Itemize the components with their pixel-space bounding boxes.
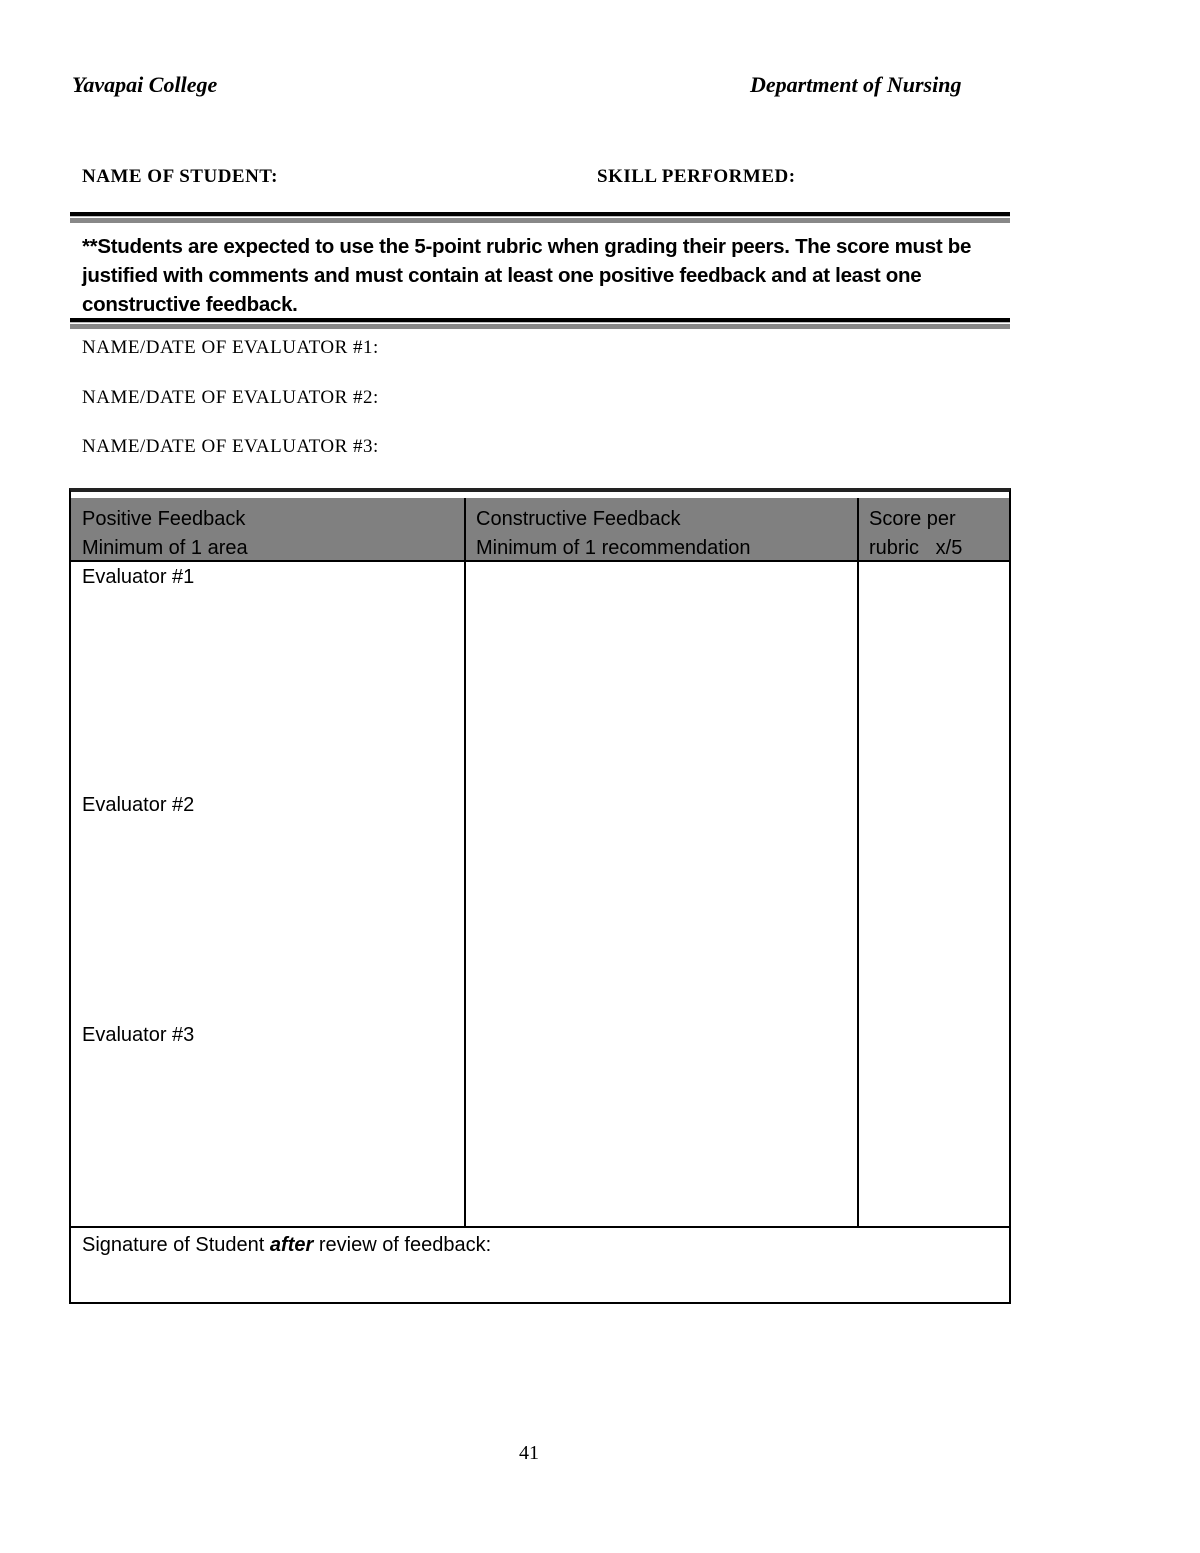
signature-divider bbox=[71, 1226, 1009, 1228]
positive-feedback-title: Positive Feedback bbox=[82, 508, 246, 530]
evaluator2-cell-label: Evaluator #2 bbox=[82, 794, 195, 816]
student-signature-field bbox=[82, 1234, 491, 1257]
page-number: 41 bbox=[519, 1442, 539, 1464]
skill-performed-label-text: SKILL PERFORMED: bbox=[597, 166, 796, 187]
top-divider bbox=[70, 212, 1010, 223]
evaluator3-name-date-label: NAME/DATE OF EVALUATOR #3: bbox=[82, 436, 379, 457]
score-title: Score per bbox=[869, 508, 956, 530]
signature-text-start: Signature of Student bbox=[82, 1234, 270, 1256]
score-header bbox=[858, 498, 1009, 560]
signature-emphasis: after bbox=[269, 1234, 314, 1256]
signature-text-end: review of feedback: bbox=[313, 1234, 492, 1256]
evaluator2-name-date-label: NAME/DATE OF EVALUATOR #2: bbox=[82, 387, 379, 408]
constructive-feedback-title: Constructive Feedback bbox=[476, 508, 681, 530]
evaluator1-name-date-label: NAME/DATE OF EVALUATOR #1: bbox=[82, 337, 379, 358]
skill-performed-label bbox=[597, 166, 796, 188]
student-name-label-text: NAME OF STUDENT: bbox=[82, 166, 278, 187]
college-name: Yavapai College bbox=[72, 72, 218, 97]
evaluator3-cell-label: Evaluator #3 bbox=[82, 1024, 195, 1046]
constructive-feedback-subtitle: Minimum of 1 recommendation bbox=[476, 537, 751, 559]
rubric-notice: **Students are expected to use the 5-point rubric when grading their peers. The score must be justified with comments and must contain at least one positive feedback and at least one constructive feedback. bbox=[82, 235, 972, 316]
score-subtitle: rubric x/5 bbox=[869, 537, 963, 559]
constructive-feedback-header bbox=[465, 498, 858, 560]
evaluator1-cell-label: Evaluator #1 bbox=[82, 566, 195, 588]
department-name: Department of Nursing bbox=[750, 72, 962, 97]
feedback-table bbox=[69, 488, 1011, 1304]
positive-feedback-subtitle: Minimum of 1 area bbox=[82, 537, 248, 559]
feedback-table-header bbox=[71, 498, 1009, 562]
column-divider bbox=[857, 498, 859, 1228]
positive-feedback-header bbox=[71, 498, 465, 560]
student-name-label bbox=[82, 166, 278, 188]
column-divider bbox=[464, 498, 466, 1228]
bottom-divider bbox=[70, 318, 1010, 329]
